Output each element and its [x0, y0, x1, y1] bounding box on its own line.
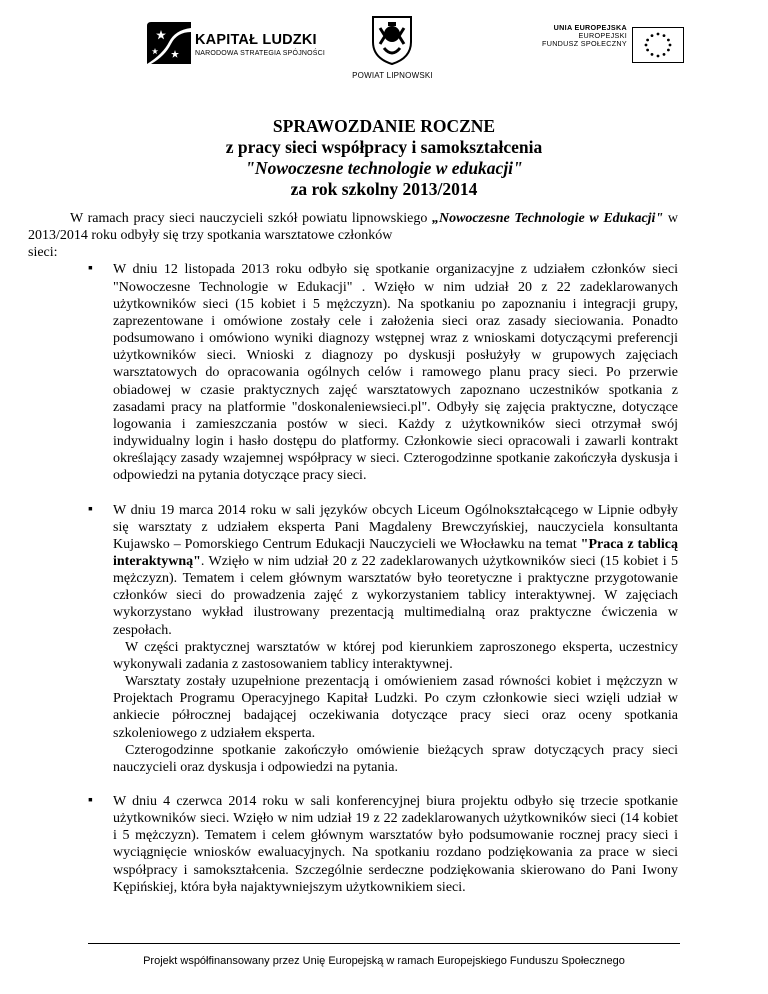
report-subtitle: z pracy sieci współpracy i samokształcenia: [225, 137, 543, 157]
kapital-ludzki-logo: [145, 18, 350, 68]
intro-network-name: „Nowoczesne Technologie w Edukacji": [431, 211, 664, 226]
school-year: za rok szkolny 2013/2014: [290, 179, 478, 199]
eu-line-1: UNIA EUROPEJSKA: [553, 23, 627, 32]
meeting-2-text-after: . Wzięło w nim udział 20 z 22 zadeklarowanych użytkowników sieci (15 kobiet i 5 mężczyzn). Tematem i celem głównym warsztatów było teoretyczne i praktyczne przygotowanie członków sieci do prowadzenia zajęć z wykorzystaniem tablicy interaktywnej. W zajęciach wykorzystano wykład ilustrowany prezentacją multimedialną oraz praktyczne ćwiczenia w zespołach.: [113, 553, 678, 638]
bullet-icon: ▪: [88, 793, 93, 808]
list-item: [88, 261, 678, 484]
meeting-1-text: W dniu 12 listopada 2013 roku odbyło się spotkanie organizacyjne z udziałem członków sieci "Nowoczesne Technologie w Edukacji" . Wzięło w nim udział 20 z 22 zadeklarowanych użytkowników sieci (15 kobiet i 5 mężczyzn). Na spotkaniu po zapoznaniu i integracji grupy, zaprezentowane i omówione zostały cele i założenia sieci oraz zasady sieciowania. Ponadto podsumowano i omówiono wyniki diagnozy wstępnej wraz z wnioskami dotyczącymi preferencji użytkowników sieci. Wnioski z diagnozy po dyskusji posłużyły w grupowych zajęciach warsztatowych do opracowania ogólnych celów i ramowego planu pracy sieci. Po przerwie obiadowej w czasie praktycznych zajęć warsztatowych zapoznano uczestników spotkania z zasadami pracy na platformie "doskonaleniewsieci.pl". Odbyły się zajęcia praktyczne, dotyczące logowania i zamieszczania postów w sieci. Każdy z użytkowników sieci otrzymał swój indywidualny login i hasło dostępu do platformy. Członkowie sieci opracowali i zawarli kontrakt określający zasady wzajemnej współpracy w sieci. Czterogodzinne spotkanie zakończyła dyskusja i odpowiedzi na pytania dotyczące pracy sieci.: [113, 262, 678, 484]
meeting-2-paragraph-3: Warsztaty zostały uzupełnione prezentacją i omówieniem zasad równości kobiet i mężczyzn w Projektach Programu Operacyjnego Kapitał Ludzki. Po czym członkowie sieci wzięli udział w ankiecie półrocznej badającej oczekiwania dotyczące pracy sieci oraz oceny spotkania szkoleniowego z udziałem eksperta.: [113, 674, 678, 741]
footer-divider: [88, 943, 680, 944]
intro-text-before: W ramach pracy sieci nauczycieli szkół powiatu lipnowskiego: [70, 211, 432, 226]
intro-last-line: sieci:: [28, 245, 58, 261]
page-header: [0, 0, 768, 90]
list-item: [88, 793, 678, 896]
kapital-ludzki-title: KAPITAŁ LUDZKI: [195, 32, 317, 48]
meeting-2-paragraph-4: Czterogodzinne spotkanie zakończyło omówienie bieżących spraw dotyczących pracy sieci nauczycieli oraz dyskusja i odpowiedzi na pytania.: [113, 742, 678, 775]
powiat-crest-icon: [370, 14, 414, 66]
footer-text: Projekt współfinansowany przez Unię Europejską w ramach Europejskiego Funduszu Społecznego: [143, 955, 625, 967]
powiat-label: POWIAT LIPNOWSKI: [352, 71, 433, 80]
kapital-ludzki-emblem-icon: [145, 20, 195, 66]
eu-flag-icon: [632, 27, 684, 63]
network-name: "Nowoczesne technologie w edukacji": [245, 158, 523, 178]
meeting-3-text: W dniu 4 czerwca 2014 roku w sali konferencyjnej biura projektu odbyło się trzecie spotkanie użytkowników sieci. Wzięło w nim udział 19 z 22 zadeklarowanych użytkowników sieci (14 kobiet i 5 mężczyzn). Tematem i celem głównym warsztatów było podsumowanie rocznej pracy sieci i wyciągnięcie wniosków ewaluacyjnych. Na spotkaniu rozdano podziękowania za prace w sieci współpracy i samokształcenia. Szczególnie serdeczne podziękowania skierowano do Pani Iwony Kępińskiej, która była najaktywniejszym użytkownikiem sieci.: [113, 794, 678, 895]
report-body: [28, 210, 678, 896]
meeting-2-topic: "Praca z tablicą interaktywną": [113, 536, 678, 569]
eu-line-2: EUROPEJSKI: [578, 31, 627, 40]
kapital-ludzki-subtitle: NARODOWA STRATEGIA SPÓJNOŚCI: [195, 50, 326, 57]
meeting-2-text-before: W dniu 19 marca 2014 roku w sali języków obcych Liceum Ogólnokształcącego w Lipnie odbyły się warsztaty z udziałem eksperta Pani Magdaleny Brewczyńskiej, nauczyciela konsultanta Kujawsko – Pomorskiego Centrum Edukacji Nauczycieli we Włocławku na temat: [113, 502, 678, 552]
meeting-2-paragraph-1: [113, 502, 678, 639]
report-title: SPRAWOZDANIE ROCZNE: [272, 116, 496, 136]
meetings-list: [88, 261, 678, 895]
bullet-icon: ▪: [88, 501, 93, 517]
bullet-icon: ▪: [88, 261, 93, 277]
list-item: [88, 502, 678, 777]
intro-text-after: w 2013/2014 roku odbyły się trzy spotkania warsztatowe członków: [28, 211, 678, 244]
eu-line-3: FUNDUSZ SPOŁECZNY: [542, 39, 627, 48]
intro-paragraph: [28, 210, 678, 244]
eu-logo-text: [525, 24, 627, 48]
meeting-2-paragraph-2: W części praktycznej warsztatów w której pod kierunkiem zaproszonego eksperta, uczestnicy wykonywali zadania z zastosowaniem tablicy interaktywnej.: [113, 639, 678, 672]
report-title-block: [0, 116, 768, 200]
